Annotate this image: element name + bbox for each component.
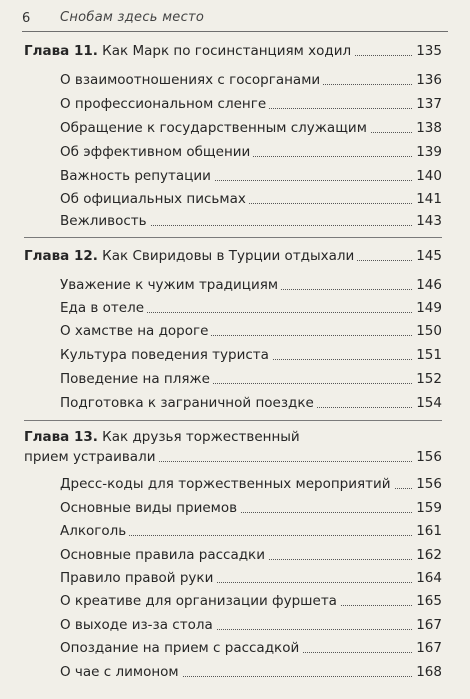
entry-page: 167 xyxy=(413,638,442,658)
chapter-heading xyxy=(24,446,442,468)
entry-page: 156 xyxy=(413,474,442,494)
entry-title: Об официальных письмах xyxy=(60,189,249,209)
chapter-page: 156 xyxy=(413,447,442,467)
entry-title: О выходе из-за стола xyxy=(60,615,216,635)
entry-title: О чае с лимоном xyxy=(60,662,182,682)
chapter-heading xyxy=(24,40,442,62)
entry-title: Дресс-коды для торжественных мероприятий xyxy=(60,474,394,494)
chapter-label: Глава 13. xyxy=(24,429,98,445)
entry-title: Важность репутации xyxy=(60,166,214,186)
toc-entry xyxy=(60,141,442,163)
toc-entry xyxy=(60,590,442,612)
entry-page: 143 xyxy=(413,211,442,231)
toc-entry xyxy=(60,297,442,319)
toc-entry xyxy=(60,93,442,115)
entry-title: Поведение на пляже xyxy=(60,369,213,389)
toc-entry xyxy=(60,69,442,91)
entry-title: Уважение к чужим традициям xyxy=(60,275,281,295)
chapter-title-text: Как Свиридовы в Турции отдыхали xyxy=(102,248,355,264)
entry-title: Алкоголь xyxy=(60,521,129,541)
toc-entry xyxy=(60,188,442,210)
toc-entry xyxy=(60,661,442,683)
running-title: Снобам здесь место xyxy=(60,10,205,25)
entry-page: 165 xyxy=(413,591,442,611)
toc-entry xyxy=(60,165,442,187)
entry-title: О хамстве на дороге xyxy=(60,321,211,341)
entry-title: Правило правой руки xyxy=(60,568,216,588)
entry-page: 137 xyxy=(413,94,442,114)
entry-title: О креативе для организации фуршета xyxy=(60,591,340,611)
chapter-page: 135 xyxy=(413,41,442,61)
chapter-title-text: Как друзья торжественный xyxy=(102,429,300,445)
toc-entry xyxy=(60,497,442,519)
entry-page: 139 xyxy=(413,142,442,162)
entry-title: Вежливость xyxy=(60,211,150,231)
chapter-label: Глава 12. xyxy=(24,248,98,264)
entry-page: 164 xyxy=(413,568,442,588)
chapter-title xyxy=(24,246,357,266)
toc-entry xyxy=(60,567,442,589)
toc-entry xyxy=(60,637,442,659)
chapter-title-text: Как Марк по госинстанциям ходил xyxy=(102,43,352,59)
entry-title: Основные виды приемов xyxy=(60,498,240,518)
chapter-separator xyxy=(24,237,442,238)
toc-entry xyxy=(60,544,442,566)
chapter-heading xyxy=(24,245,442,267)
entry-page: 167 xyxy=(413,615,442,635)
toc-entry xyxy=(60,614,442,636)
entry-page: 146 xyxy=(413,275,442,295)
toc-entry xyxy=(60,117,442,139)
entry-page: 138 xyxy=(413,118,442,138)
toc-entry xyxy=(60,320,442,342)
entry-page: 151 xyxy=(413,345,442,365)
entry-page: 136 xyxy=(413,70,442,90)
entry-title: Подготовка к заграничной поездке xyxy=(60,393,317,413)
entry-page: 152 xyxy=(413,369,442,389)
chapter-title-line2: прием устраивали xyxy=(24,447,158,467)
toc-entry xyxy=(60,392,442,414)
toc-entry xyxy=(60,473,442,495)
toc-entry xyxy=(60,368,442,390)
entry-page: 159 xyxy=(413,498,442,518)
entry-page: 161 xyxy=(413,521,442,541)
entry-page: 140 xyxy=(413,166,442,186)
chapter-title xyxy=(24,41,354,61)
toc-entry xyxy=(60,274,442,296)
chapter-page: 145 xyxy=(413,246,442,266)
page-header xyxy=(0,0,470,32)
entry-page: 162 xyxy=(413,545,442,565)
entry-title: Основные правила рассадки xyxy=(60,545,268,565)
toc-entry xyxy=(60,210,442,232)
entry-page: 141 xyxy=(413,189,442,209)
entry-title: Опоздание на прием с рассадкой xyxy=(60,638,302,658)
chapter-label: Глава 11. xyxy=(24,43,98,59)
page-number: 6 xyxy=(22,11,31,26)
header-rule xyxy=(22,31,448,32)
entry-title: Культура поведения туриста xyxy=(60,345,272,365)
entry-page: 168 xyxy=(413,662,442,682)
entry-page: 154 xyxy=(413,393,442,413)
chapter-title xyxy=(24,427,300,447)
entry-page: 150 xyxy=(413,321,442,341)
toc-entry xyxy=(60,520,442,542)
entry-title: О взаимоотношениях с госорганами xyxy=(60,70,323,90)
entry-title: Обращение к государственным служащим xyxy=(60,118,370,138)
chapter-separator xyxy=(24,420,442,421)
entry-title: О профессиональном сленге xyxy=(60,94,269,114)
entry-title: Об эффективном общении xyxy=(60,142,253,162)
toc-entry xyxy=(60,344,442,366)
entry-title: Еда в отеле xyxy=(60,298,147,318)
entry-page: 149 xyxy=(413,298,442,318)
